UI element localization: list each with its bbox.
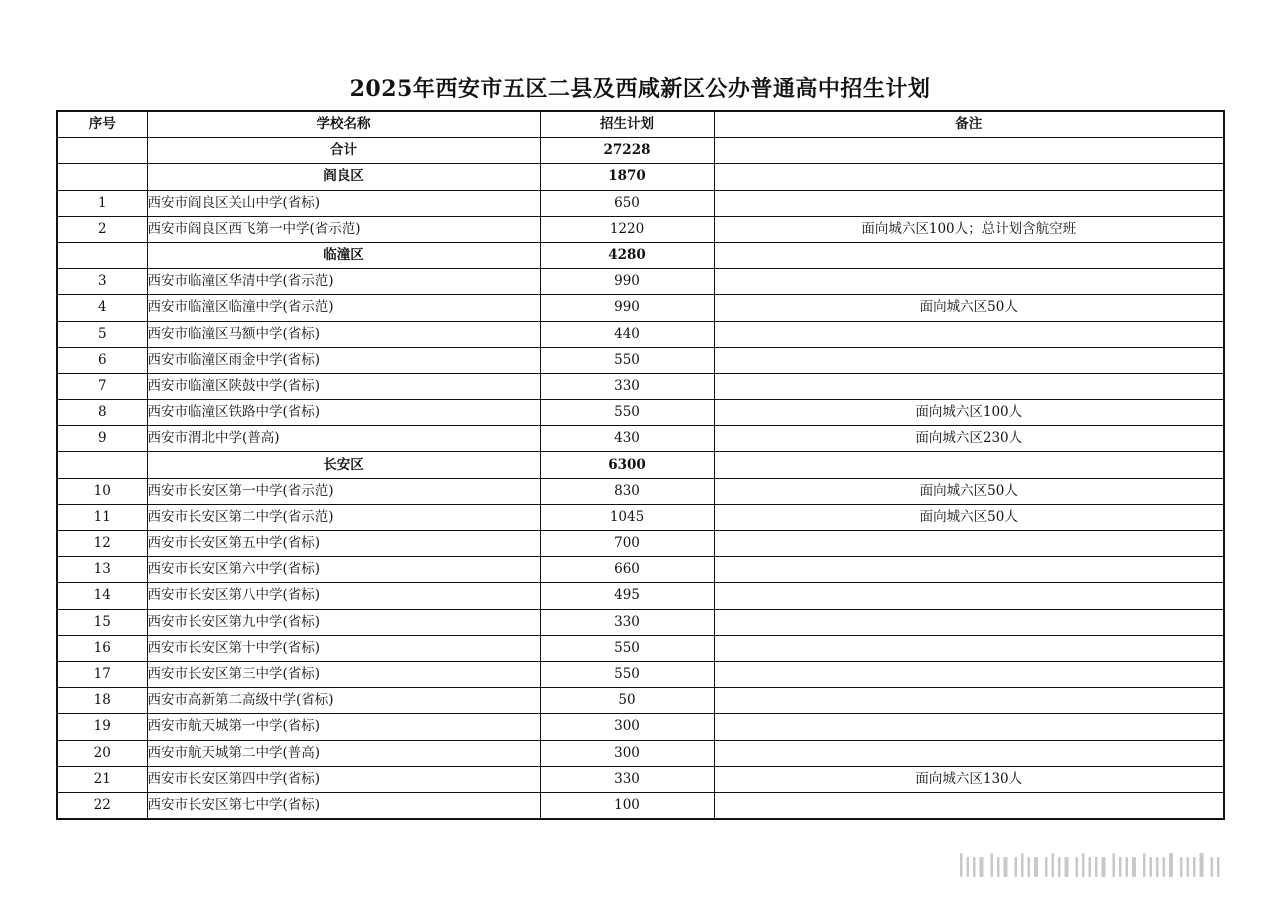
row-index-cell: 13	[57, 557, 147, 583]
row-index-cell	[57, 242, 147, 268]
school-name-cell: 西安市高新第二高级中学(省标)	[147, 688, 540, 714]
watermark-stroke	[1132, 857, 1136, 877]
enrollment-plan-cell: 27228	[540, 138, 714, 164]
enrollment-plan-cell: 550	[540, 347, 714, 373]
enrollment-plan-cell: 330	[540, 609, 714, 635]
table-row	[57, 347, 1224, 373]
enrollment-plan-table	[56, 110, 1225, 820]
table-row	[57, 557, 1224, 583]
table-row	[57, 504, 1224, 530]
row-index-cell: 22	[57, 792, 147, 819]
remarks-cell: 面向城六区230人	[714, 426, 1224, 452]
table-row	[57, 609, 1224, 635]
enrollment-plan-cell: 550	[540, 661, 714, 687]
enrollment-plan-cell: 990	[540, 295, 714, 321]
watermark-stroke	[1187, 857, 1190, 877]
remarks-cell	[714, 688, 1224, 714]
remarks-cell: 面向城六区50人	[714, 504, 1224, 530]
watermark-stroke	[1169, 853, 1173, 877]
row-index-cell: 15	[57, 609, 147, 635]
table-row	[57, 766, 1224, 792]
school-name-cell: 西安市长安区第十中学(省标)	[147, 635, 540, 661]
watermark-stroke	[1065, 857, 1069, 877]
district-subtotal-row	[57, 452, 1224, 478]
remarks-cell	[714, 321, 1224, 347]
watermark-stroke	[1180, 857, 1183, 877]
watermark-stroke	[973, 857, 976, 877]
watermark-stroke	[1034, 857, 1038, 877]
school-name-cell: 西安市长安区第四中学(省标)	[147, 766, 540, 792]
enrollment-plan-cell: 4280	[540, 242, 714, 268]
watermark-stroke	[980, 857, 984, 877]
remarks-cell	[714, 242, 1224, 268]
row-index-cell: 8	[57, 400, 147, 426]
watermark-stroke	[1211, 857, 1214, 877]
enrollment-plan-cell: 660	[540, 557, 714, 583]
watermark-stroke	[1193, 857, 1196, 877]
table-row	[57, 740, 1224, 766]
remarks-cell: 面向城六区100人	[714, 400, 1224, 426]
remarks-cell	[714, 583, 1224, 609]
row-index-cell: 12	[57, 531, 147, 557]
district-subtotal-row	[57, 242, 1224, 268]
school-name-cell: 西安市长安区第九中学(省标)	[147, 609, 540, 635]
watermark-stroke	[1217, 857, 1220, 877]
row-index-cell: 9	[57, 426, 147, 452]
school-name-cell: 合计	[147, 138, 540, 164]
school-name-cell: 西安市阎良区西飞第一中学(省示范)	[147, 216, 540, 242]
watermark-stroke	[1082, 853, 1085, 877]
remarks-cell	[714, 164, 1224, 190]
watermark-stroke	[1095, 857, 1098, 877]
column-header-school-name: 学校名称	[147, 111, 540, 138]
enrollment-plan-cell: 550	[540, 400, 714, 426]
school-name-cell: 西安市长安区第六中学(省标)	[147, 557, 540, 583]
row-index-cell: 19	[57, 714, 147, 740]
row-index-cell: 14	[57, 583, 147, 609]
school-name-cell: 西安市航天城第二中学(普高)	[147, 740, 540, 766]
enrollment-plan-cell: 550	[540, 635, 714, 661]
table-row	[57, 688, 1224, 714]
district-subtotal-row	[57, 164, 1224, 190]
enrollment-plan-cell: 100	[540, 792, 714, 819]
watermark-stroke	[1028, 857, 1031, 877]
table-row	[57, 216, 1224, 242]
column-header-index: 序号	[57, 111, 147, 138]
watermark-stroke	[1143, 853, 1146, 877]
table-row	[57, 792, 1224, 819]
row-index-cell: 20	[57, 740, 147, 766]
watermark-stroke	[1004, 857, 1008, 877]
enrollment-plan-cell: 650	[540, 190, 714, 216]
row-index-cell: 4	[57, 295, 147, 321]
remarks-cell	[714, 661, 1224, 687]
table-body	[57, 138, 1224, 819]
school-name-cell: 西安市阎良区关山中学(省标)	[147, 190, 540, 216]
table-row	[57, 373, 1224, 399]
table-row	[57, 400, 1224, 426]
remarks-cell	[714, 609, 1224, 635]
watermark-stroke	[967, 857, 970, 877]
enrollment-plan-cell: 300	[540, 714, 714, 740]
row-index-cell	[57, 452, 147, 478]
remarks-cell	[714, 452, 1224, 478]
enrollment-plan-cell: 440	[540, 321, 714, 347]
enrollment-plan-cell: 330	[540, 766, 714, 792]
watermark-stroke	[1102, 857, 1106, 877]
row-index-cell: 16	[57, 635, 147, 661]
watermark-stroke	[1021, 853, 1024, 877]
table-row	[57, 190, 1224, 216]
remarks-cell	[714, 557, 1224, 583]
enrollment-plan-cell: 700	[540, 531, 714, 557]
enrollment-plan-cell: 495	[540, 583, 714, 609]
enrollment-plan-cell: 830	[540, 478, 714, 504]
row-index-cell: 10	[57, 478, 147, 504]
school-name-cell: 长安区	[147, 452, 540, 478]
watermark-stroke	[1089, 857, 1092, 877]
enrollment-plan-cell: 330	[540, 373, 714, 399]
watermark-stroke	[1076, 857, 1079, 877]
row-index-cell: 18	[57, 688, 147, 714]
row-index-cell: 6	[57, 347, 147, 373]
school-name-cell: 西安市临潼区华清中学(省示范)	[147, 269, 540, 295]
table-row	[57, 426, 1224, 452]
row-index-cell: 11	[57, 504, 147, 530]
total-row	[57, 138, 1224, 164]
row-index-cell: 5	[57, 321, 147, 347]
school-name-cell: 西安市临潼区陕鼓中学(省标)	[147, 373, 540, 399]
enrollment-plan-cell: 300	[540, 740, 714, 766]
school-name-cell: 西安市临潼区马额中学(省标)	[147, 321, 540, 347]
enrollment-plan-cell: 1045	[540, 504, 714, 530]
table-row	[57, 295, 1224, 321]
school-name-cell: 西安市临潼区临潼中学(省示范)	[147, 295, 540, 321]
school-name-cell: 西安市航天城第一中学(省标)	[147, 714, 540, 740]
table-row	[57, 661, 1224, 687]
table-row	[57, 269, 1224, 295]
remarks-cell: 面向城六区130人	[714, 766, 1224, 792]
watermark-logo	[958, 850, 1258, 880]
table-row	[57, 583, 1224, 609]
school-name-cell: 西安市长安区第五中学(省标)	[147, 531, 540, 557]
table-row	[57, 531, 1224, 557]
row-index-cell: 21	[57, 766, 147, 792]
row-index-cell	[57, 164, 147, 190]
table-row	[57, 714, 1224, 740]
remarks-cell: 面向城六区100人；总计划含航空班	[714, 216, 1224, 242]
remarks-cell	[714, 269, 1224, 295]
enrollment-plan-cell: 430	[540, 426, 714, 452]
row-index-cell: 3	[57, 269, 147, 295]
remarks-cell: 面向城六区50人	[714, 478, 1224, 504]
watermark-stroke	[1119, 857, 1122, 877]
enrollment-plan-cell: 6300	[540, 452, 714, 478]
column-header-enrollment-plan: 招生计划	[540, 111, 714, 138]
school-name-cell: 临潼区	[147, 242, 540, 268]
watermark-stroke	[1150, 857, 1153, 877]
remarks-cell	[714, 792, 1224, 819]
school-name-cell: 西安市长安区第二中学(省示范)	[147, 504, 540, 530]
watermark-stroke	[1045, 857, 1048, 877]
watermark-stroke	[1156, 857, 1159, 877]
watermark-stroke	[1126, 857, 1129, 877]
remarks-cell	[714, 138, 1224, 164]
table-row	[57, 478, 1224, 504]
watermark-stroke	[991, 853, 994, 877]
watermark-stroke	[1052, 853, 1055, 877]
column-header-remarks: 备注	[714, 111, 1224, 138]
remarks-cell	[714, 373, 1224, 399]
school-name-cell: 西安市临潼区铁路中学(省标)	[147, 400, 540, 426]
school-name-cell: 西安市渭北中学(普高)	[147, 426, 540, 452]
row-index-cell: 7	[57, 373, 147, 399]
enrollment-plan-cell: 50	[540, 688, 714, 714]
school-name-cell: 西安市长安区第一中学(省示范)	[147, 478, 540, 504]
table-header-row	[57, 111, 1224, 138]
remarks-cell	[714, 635, 1224, 661]
watermark-stroke	[997, 857, 1000, 877]
watermark-stroke	[1163, 857, 1166, 877]
remarks-cell: 面向城六区50人	[714, 295, 1224, 321]
table-row	[57, 635, 1224, 661]
school-name-cell: 阎良区	[147, 164, 540, 190]
remarks-cell	[714, 190, 1224, 216]
document-title: 2025年西安市五区二县及西咸新区公办普通高中招生计划	[349, 76, 931, 102]
remarks-cell	[714, 531, 1224, 557]
watermark-stroke	[1058, 857, 1061, 877]
row-index-cell: 1	[57, 190, 147, 216]
school-name-cell: 西安市长安区第八中学(省标)	[147, 583, 540, 609]
enrollment-plan-cell: 1870	[540, 164, 714, 190]
watermark-stroke	[1015, 857, 1018, 877]
remarks-cell	[714, 347, 1224, 373]
watermark-stroke	[1200, 853, 1204, 877]
watermark-stroke	[960, 853, 963, 877]
row-index-cell: 2	[57, 216, 147, 242]
school-name-cell: 西安市临潼区雨金中学(省标)	[147, 347, 540, 373]
remarks-cell	[714, 740, 1224, 766]
row-index-cell: 17	[57, 661, 147, 687]
remarks-cell	[714, 714, 1224, 740]
table-row	[57, 321, 1224, 347]
watermark-stroke	[1113, 853, 1116, 877]
school-name-cell: 西安市长安区第三中学(省标)	[147, 661, 540, 687]
enrollment-plan-cell: 1220	[540, 216, 714, 242]
school-name-cell: 西安市长安区第七中学(省标)	[147, 792, 540, 819]
enrollment-plan-cell: 990	[540, 269, 714, 295]
row-index-cell	[57, 138, 147, 164]
